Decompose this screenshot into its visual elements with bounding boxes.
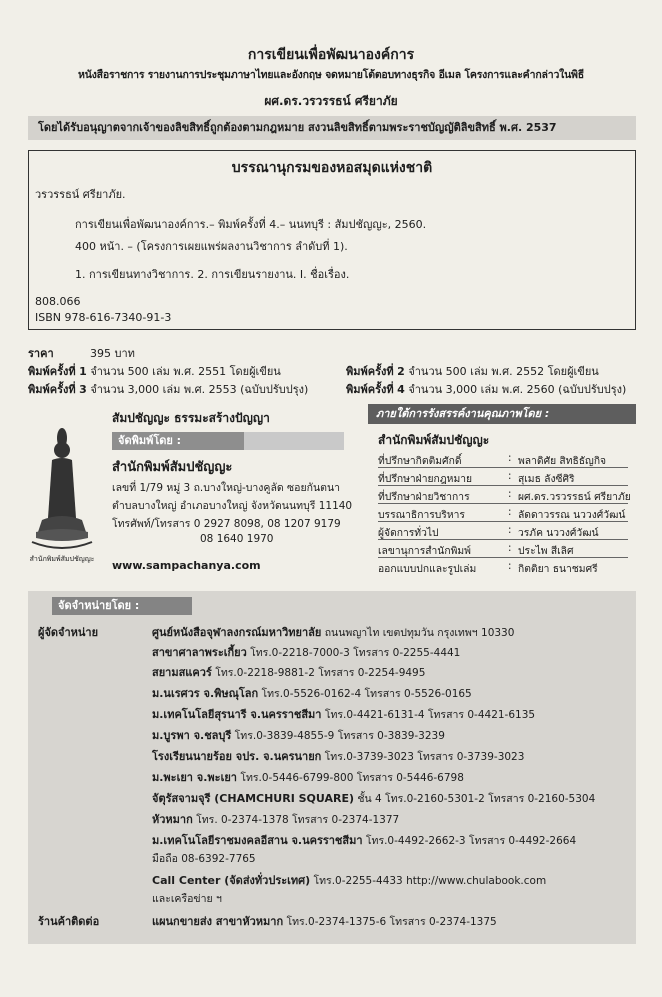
contact-row: แผนกขายส่ง สาขาหัวหมาก โทร.0-2374-1375-6 โทรสาร 0-2374-1375 [152,915,497,928]
list-item: ม.เทคโนโลยีสุรนารี จ.นครราชสีมา โทร.0-4421-6131-4 โทรสาร 0-4421-6135 [152,708,536,721]
price-row [28,344,135,362]
list-item: ม.เทคโนโลยีราชมงคลอีสาน จ.นครราชสีมา โทร.0-4492-2662-3 โทรสาร 0-4492-2664 [152,834,577,847]
publisher-address-2: ตำบลบางใหญ่ อำเภอบางใหญ่ จังหวัดนนทบุรี 11140 [112,500,353,512]
price-label: ราคา [28,347,54,360]
distribution-header: จัดจำหน่ายโดย : [52,597,192,615]
list-item: สยามสแควร์ โทร.0-2218-9881-2 โทรสาร 0-2254-9495 [152,666,426,679]
catalog-isbn: ISBN 978-616-7340-91-3 [35,311,172,324]
copyright-notice: โดยได้รับอนุญาตจากเจ้าของลิขสิทธิ์ถูกต้องตามกฎหมาย สงวนลิขสิทธิ์ตามพระราชบัญญัติลิขสิทธิ์ พ.ศ. 2537 [28,116,636,140]
list-item: หัวหมาก โทร. 0-2374-1378 โทรสาร 0-2374-1377 [152,813,400,826]
catalog-line-3: 1. การเขียนทางวิชาการ. 2. การเขียนรายงาน. I. ชื่อเรื่อง. [75,268,350,281]
publisher-address-1: เลขที่ 1/79 หมู่ 3 ถ.บางใหญ่-บางคูลัด ซอยกันตนา [112,482,341,494]
book-author: ผศ.ดร.วรวรรธน์ ศรียาภัย [264,94,398,108]
catalog-line-2: 400 หน้า. – (โครงการเผยแพร่ผลงานวิชาการ ลำดับที่ 1). [75,240,348,253]
printing-1: พิมพ์ครั้งที่ 1 จำนวน 500 เล่ม พ.ศ. 2551 โดยผู้เขียน [28,365,281,378]
book-subtitle: หนังสือราชการ รายงานการประชุมภาษาไทยและอังกฤษ จดหมายโต้ตอบทางธุรกิจ อีเมล โครงการและคำกล่าวในพิธี [78,69,584,81]
publisher-logo [22,408,102,570]
list-item: Call Center (จัดส่งทั่วประเทศ) โทร.0-2255-4433 http://www.chulabook.com [152,874,547,887]
publisher-phone-1: โทรศัพท์/โทรสาร 0 2927 8098, 08 1207 9179 [112,518,341,530]
publisher-phone-2: 08 1640 1970 [200,533,274,545]
printing-4: พิมพ์ครั้งที่ 4 จำนวน 3,000 เล่ม พ.ศ. 2560 (ฉบับปรับปรุง) [346,383,627,396]
publisher-name: สำนักพิมพ์สัมปชัญญะ [112,460,233,475]
list-item: และเครือข่าย ฯ [152,893,222,905]
book-title: การเขียนเพื่อพัฒนาองค์การ [247,47,415,63]
contact-label: ร้านค้าติดต่อ [38,915,100,928]
print-by-label: จัดพิมพ์โดย : [112,432,244,450]
list-item: มือถือ 08-6392-7765 [152,853,256,865]
buddha-icon [22,408,102,570]
catalog-class: 808.066 [35,295,81,308]
price-value: 395 บาท [90,347,135,360]
list-item: โรงเรียนนายร้อย จปร. จ.นครนายก โทร.0-3739-3023 โทรสาร 0-3739-3023 [152,750,525,763]
catalog-line-1: การเขียนเพื่อพัฒนาองค์การ.– พิมพ์ครั้งที่ 4.– นนทบุรี : สัมปชัญญะ, 2560. [75,218,427,231]
catalog-author: วรวรรธน์ ศรียาภัย. [35,188,126,201]
list-item: ม.นเรศวร จ.พิษณุโลก โทร.0-5526-0162-4 โทรสาร 0-5526-0165 [152,687,472,700]
list-item: ม.บูรพา จ.ชลบุรี โทร.0-3839-4855-9 โทรสาร 0-3839-3239 [152,729,445,742]
cataloging-box [28,150,636,330]
logo-caption: สำนักพิมพ์สัมปชัญญะ [29,555,95,563]
distributor-label: ผู้จัดจำหน่าย [38,626,99,639]
printing-2: พิมพ์ครั้งที่ 2 จำนวน 500 เล่ม พ.ศ. 2552 โดยผู้เขียน [346,365,599,378]
credits-box: ภายใต้การรังสรรค์งานคุณภาพโดย : สำนักพิมพ์สัมปชัญญะ ที่ปรึกษากิตติมศักดิ์ : พลาดิศัย สิทธิธัญกิจ ที่ปรึกษาฝ่ายกฎหมาย : สุเมธ ลังซีศิริ ที่ปรึกษาฝ่ายวิชาการ : ผศ.ดร.วรวรรธน์ ศรียาภัย บรรณาธิการบริหาร : ลัดดาวรรณ นววงศ์วัฒน์ ผู้จัดการทั่วไป : วรภัค นววงศ์วัฒน์ เลขานุการสำนักพิมพ์ : ประไพ สีเลิศ ออกแบบปกและรูปเล่ม : กิตติยา ธนาชมศรี [368,404,636,582]
publisher-website[interactable]: www.sampachanya.com [112,559,261,572]
credits-org: สำนักพิมพ์สัมปชัญญะ [378,433,490,447]
list-item: จัตุรัสจามจุรี (CHAMCHURI SQUARE) ชั้น 4 โทร.0-2160-5301-2 โทรสาร 0-2160-5304 [152,792,596,805]
publisher-motto: สัมปชัญญะ ธรรมะสร้างปัญญา [112,411,270,425]
list-item: สาขาศาลาพระเกี้ยว โทร.0-2218-7000-3 โทรสาร 0-2255-4441 [152,646,461,659]
list-item: ม.พะเยา จ.พะเยา โทร.0-5446-6799-800 โทรสาร 0-5446-6798 [152,771,464,784]
distribution-box [28,591,636,944]
catalog-title: บรรณานุกรมของหอสมุดแห่งชาติ [231,160,433,176]
printing-3: พิมพ์ครั้งที่ 3 จำนวน 3,000 เล่ม พ.ศ. 2553 (ฉบับปรับปรุง) [28,383,309,396]
credits-header: ภายใต้การรังสรรค์งานคุณภาพโดย : [368,404,636,424]
print-by-bar [244,432,344,450]
list-item: ศูนย์หนังสือจุฬาลงกรณ์มหาวิทยาลัย ถนนพญาไท เขตปทุมวัน กรุงเทพฯ 10330 [152,626,515,639]
